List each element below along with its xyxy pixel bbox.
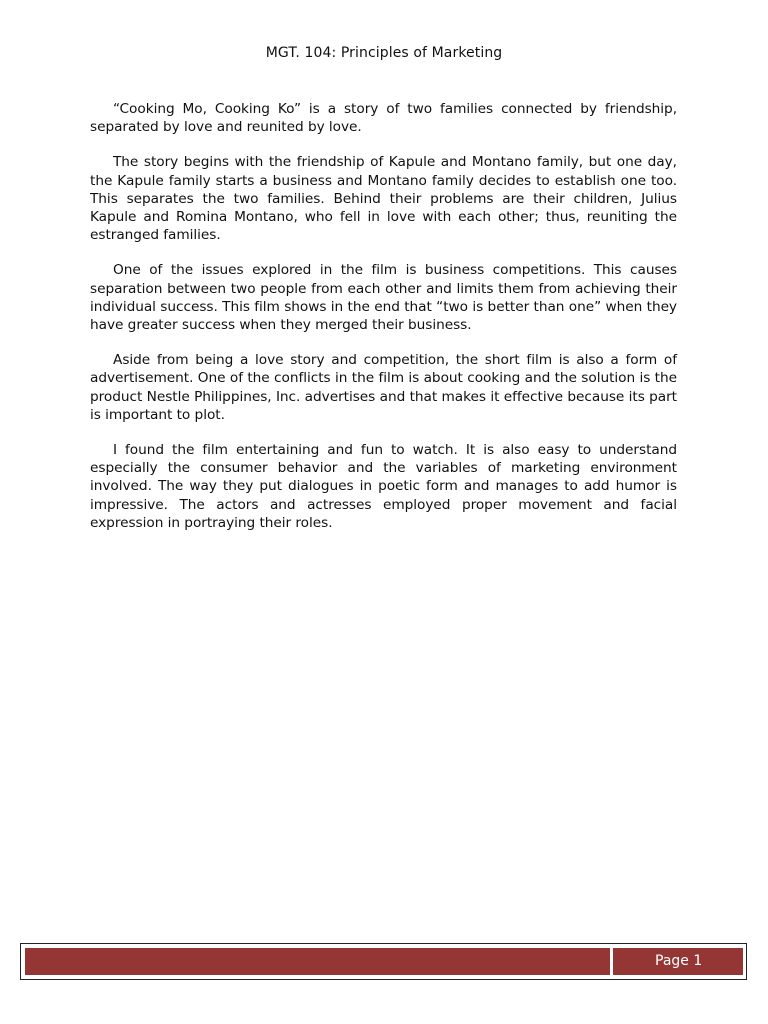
page-footer <box>20 943 747 980</box>
document-body <box>90 100 677 549</box>
paragraph-1: “Cooking Mo, Cooking Ko” is a story of two families connected by friendship, separated by love and reunited by love. <box>90 101 677 136</box>
page-header-title: MGT. 104: Principles of Marketing <box>265 45 503 61</box>
footer-accent-bar <box>25 948 610 975</box>
paragraph-5: I found the film entertaining and fun to watch. It is also easy to understand especially the consumer behavior and the variables of marketing environment involved. The way they put dialogues in poetic form and manages to add humor is impressive. The actors and actresses employed proper movement and facial expression in portraying their roles. <box>90 442 677 531</box>
paragraph-4: Aside from being a love story and competition, the short film is also a form of advertisement. One of the conflicts in the film is about cooking and the solution is the product Nestle Philippines, Inc. advertises and that makes it effective because its part is important to plot. <box>90 352 677 423</box>
paragraph-2: The story begins with the friendship of Kapule and Montano family, but one day, the Kapule family starts a business and Montano family decides to establish one too. This separates the two families. Behind their problems are their children, Julius Kapule and Romina Montano, who fell in love with each other; thus, reuniting the estranged families. <box>90 154 677 244</box>
paragraph-3: One of the issues explored in the film is business competitions. This causes separation between two people from each other and limits them from achieving their individual success. This film shows in the end that “two is better than one” when they have greater success when they merged their business. <box>90 262 677 334</box>
page-number: Page 1 <box>613 948 743 975</box>
